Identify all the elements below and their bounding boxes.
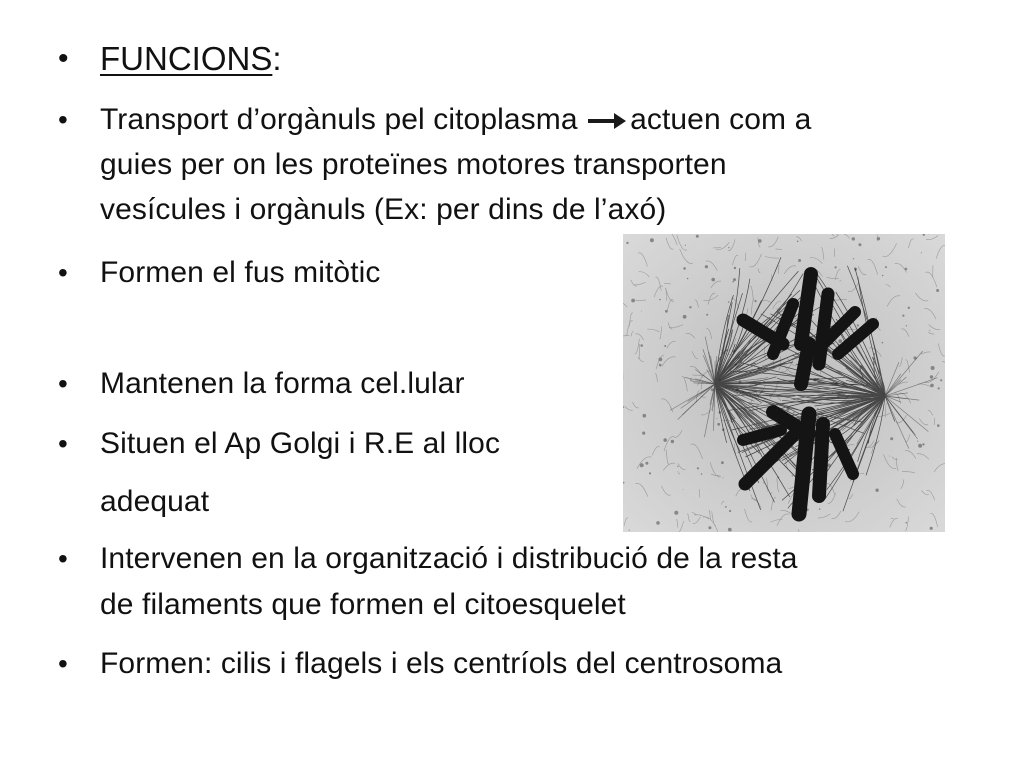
bullet-3-text: Mantenen la forma cel.lular bbox=[100, 367, 465, 400]
bullet-marker: • bbox=[58, 104, 68, 135]
bullet-1-line-2: guies per on les proteïnes motores transporten bbox=[100, 148, 727, 181]
bullet-1-arrow-text: actuen com a bbox=[630, 103, 812, 136]
bullet-4-line-1: Situen el Ap Golgi i R.E al lloc bbox=[100, 427, 501, 460]
mitotic-spindle-illustration bbox=[623, 234, 945, 532]
bullet-4-line-2: adequat bbox=[100, 485, 210, 518]
bullet-5-line-1: Intervenen en la organització i distribució de la resta bbox=[100, 542, 798, 575]
bullet-2-text: Formen el fus mitòtic bbox=[100, 256, 381, 289]
slide-title-text: FUNCIONS bbox=[100, 40, 273, 77]
bullet-1-text: Transport d’orgànuls pel citoplasma bbox=[100, 103, 587, 136]
bullet-marker: • bbox=[58, 428, 68, 459]
slide-title-colon: : bbox=[272, 40, 282, 77]
right-arrow-icon bbox=[586, 110, 628, 132]
bullet-marker: • bbox=[58, 648, 68, 679]
bullet-marker: • bbox=[58, 42, 69, 75]
bullet-6-text: Formen: cilis i flagels i els centríols del centrosoma bbox=[100, 647, 783, 680]
bullet-1-line-3: vesícules i orgànuls (Ex: per dins de l’axó) bbox=[100, 193, 667, 226]
bullet-5-line-2: de filaments que formen el citoesquelet bbox=[100, 588, 626, 621]
bullet-marker: • bbox=[58, 368, 68, 399]
bullet-marker: • bbox=[58, 257, 68, 288]
bullet-marker: • bbox=[58, 543, 68, 574]
bullet-1-line-1 bbox=[100, 101, 811, 139]
mitotic-spindle-image bbox=[623, 234, 945, 532]
slide-title bbox=[100, 38, 282, 80]
